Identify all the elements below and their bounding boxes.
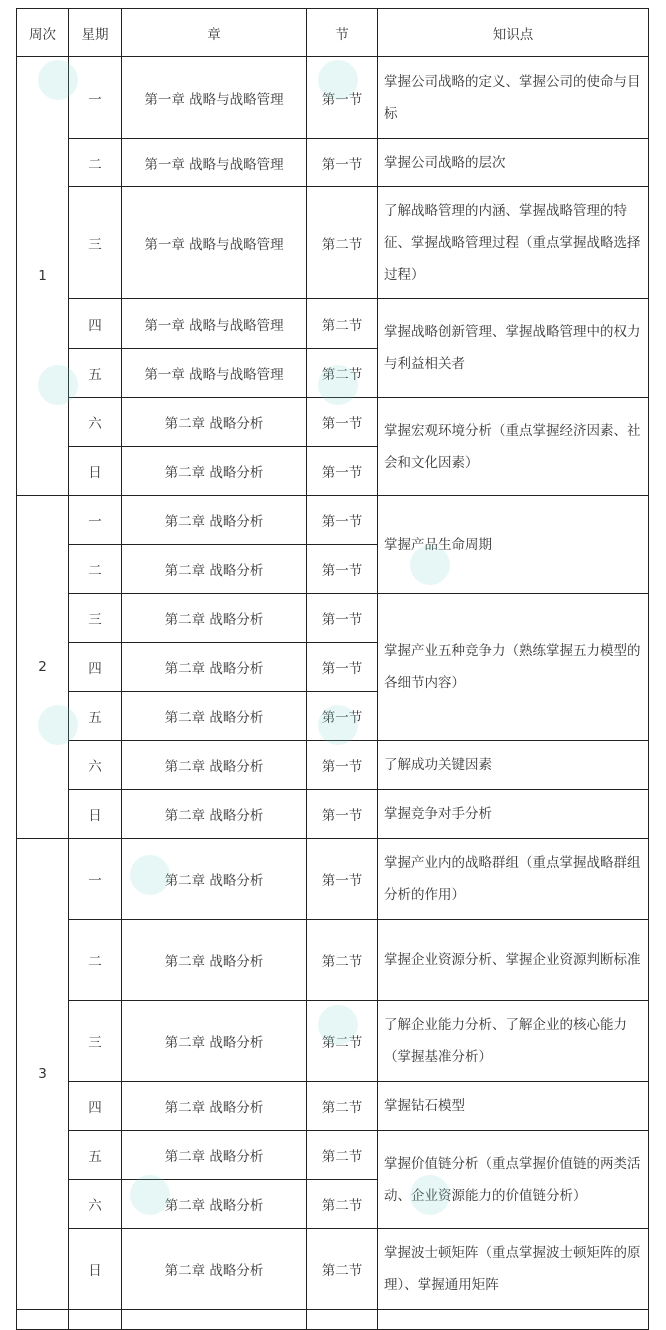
knowledge-cell: 掌握产品生命周期 [378, 496, 649, 594]
section-cell: 第一节 [307, 398, 378, 447]
header-row [17, 9, 649, 57]
section-cell: 第一节 [307, 594, 378, 643]
chapter-cell: 第一章 战略与战略管理 [122, 139, 307, 187]
knowledge-cell: 掌握公司战略的定义、掌握公司的使命与目标 [378, 57, 649, 139]
day-cell: 三 [69, 594, 122, 643]
table-row [17, 1001, 649, 1082]
knowledge-cell: 掌握波士顿矩阵（重点掌握波士顿矩阵的原理）、掌握通用矩阵 [378, 1229, 649, 1310]
day-cell: 四 [69, 1082, 122, 1131]
chapter-cell: 第一章 战略与战略管理 [122, 57, 307, 139]
day-cell: 日 [69, 790, 122, 839]
chapter-cell: 第二章 战略分析 [122, 594, 307, 643]
day-cell: 一 [69, 839, 122, 920]
day-cell: 五 [69, 692, 122, 741]
day-cell: 三 [69, 187, 122, 299]
table-row [17, 1082, 649, 1131]
day-cell: 日 [69, 447, 122, 496]
chapter-cell: 第二章 战略分析 [122, 692, 307, 741]
study-schedule-table [16, 8, 649, 1330]
section-cell: 第二节 [307, 299, 378, 349]
chapter-cell: 第二章 战略分析 [122, 741, 307, 790]
knowledge-cell: 掌握价值链分析（重点掌握价值链的两类活动、企业资源能力的价值链分析） [378, 1131, 649, 1229]
knowledge-cell: 掌握公司战略的层次 [378, 139, 649, 187]
section-cell: 第一节 [307, 790, 378, 839]
table-row [17, 741, 649, 790]
section-cell: 第二节 [307, 187, 378, 299]
table-row [17, 1131, 649, 1180]
chapter-cell: 第二章 战略分析 [122, 496, 307, 545]
section-cell: 第二节 [307, 349, 378, 398]
knowledge-cell: 了解成功关键因素 [378, 741, 649, 790]
day-cell: 六 [69, 741, 122, 790]
day-cell: 六 [69, 398, 122, 447]
chapter-cell: 第二章 战略分析 [122, 1082, 307, 1131]
day-cell: 二 [69, 545, 122, 594]
chapter-cell: 第一章 战略与战略管理 [122, 187, 307, 299]
section-cell: 第二节 [307, 920, 378, 1001]
section-cell: 第二节 [307, 1131, 378, 1180]
section-cell: 第一节 [307, 447, 378, 496]
header-knowledge: 知识点 [378, 9, 649, 57]
chapter-cell: 第二章 战略分析 [122, 1180, 307, 1229]
header-week: 周次 [17, 9, 69, 57]
table-row [17, 790, 649, 839]
chapter-cell: 第二章 战略分析 [122, 447, 307, 496]
chapter-cell: 第二章 战略分析 [122, 1131, 307, 1180]
day-cell: 五 [69, 349, 122, 398]
table-row [17, 187, 649, 299]
knowledge-cell: 掌握钻石模型 [378, 1082, 649, 1131]
day-cell: 一 [69, 496, 122, 545]
header-day: 星期 [69, 9, 122, 57]
week-cell: 1 [17, 57, 69, 496]
knowledge-cell: 掌握企业资源分析、掌握企业资源判断标准 [378, 920, 649, 1001]
table-row [17, 398, 649, 447]
chapter-cell: 第二章 战略分析 [122, 398, 307, 447]
knowledge-cell: 掌握战略创新管理、掌握战略管理中的权力与利益相关者 [378, 299, 649, 398]
section-cell: 第二节 [307, 1001, 378, 1082]
table-row [17, 496, 649, 545]
table-row [17, 1229, 649, 1310]
header-section: 节 [307, 9, 378, 57]
knowledge-cell: 掌握竞争对手分析 [378, 790, 649, 839]
table-row [17, 57, 649, 139]
chapter-cell: 第二章 战略分析 [122, 1229, 307, 1310]
section-cell: 第二节 [307, 1180, 378, 1229]
day-cell: 二 [69, 139, 122, 187]
week-cell: 2 [17, 496, 69, 839]
section-cell: 第一节 [307, 496, 378, 545]
week-cell: 3 [17, 839, 69, 1310]
empty-cell [378, 1310, 649, 1330]
section-cell: 第一节 [307, 57, 378, 139]
day-cell: 五 [69, 1131, 122, 1180]
table-row [17, 1310, 649, 1330]
day-cell: 一 [69, 57, 122, 139]
chapter-cell: 第一章 战略与战略管理 [122, 349, 307, 398]
day-cell: 三 [69, 1001, 122, 1082]
day-cell: 四 [69, 299, 122, 349]
chapter-cell: 第二章 战略分析 [122, 790, 307, 839]
empty-cell [307, 1310, 378, 1330]
section-cell: 第一节 [307, 643, 378, 692]
header-chapter: 章 [122, 9, 307, 57]
table-row [17, 139, 649, 187]
chapter-cell: 第二章 战略分析 [122, 839, 307, 920]
table-row [17, 299, 649, 349]
day-cell: 二 [69, 920, 122, 1001]
section-cell: 第二节 [307, 1082, 378, 1131]
section-cell: 第一节 [307, 741, 378, 790]
chapter-cell: 第一章 战略与战略管理 [122, 299, 307, 349]
section-cell: 第一节 [307, 139, 378, 187]
table-row [17, 920, 649, 1001]
empty-cell [69, 1310, 122, 1330]
day-cell: 日 [69, 1229, 122, 1310]
section-cell: 第一节 [307, 692, 378, 741]
chapter-cell: 第二章 战略分析 [122, 920, 307, 1001]
table-row [17, 594, 649, 643]
table-row [17, 839, 649, 920]
table-body [17, 57, 649, 1330]
knowledge-cell: 掌握宏观环境分析（重点掌握经济因素、社会和文化因素） [378, 398, 649, 496]
knowledge-cell: 了解企业能力分析、了解企业的核心能力（掌握基准分析） [378, 1001, 649, 1082]
knowledge-cell: 掌握产业内的战略群组（重点掌握战略群组分析的作用） [378, 839, 649, 920]
section-cell: 第一节 [307, 545, 378, 594]
empty-cell [122, 1310, 307, 1330]
chapter-cell: 第二章 战略分析 [122, 545, 307, 594]
day-cell: 四 [69, 643, 122, 692]
section-cell: 第一节 [307, 839, 378, 920]
knowledge-cell: 了解战略管理的内涵、掌握战略管理的特征、掌握战略管理过程（重点掌握战略选择过程） [378, 187, 649, 299]
section-cell: 第二节 [307, 1229, 378, 1310]
chapter-cell: 第二章 战略分析 [122, 643, 307, 692]
day-cell: 六 [69, 1180, 122, 1229]
empty-cell [17, 1310, 69, 1330]
chapter-cell: 第二章 战略分析 [122, 1001, 307, 1082]
knowledge-cell: 掌握产业五种竞争力（熟练掌握五力模型的各细节内容） [378, 594, 649, 741]
